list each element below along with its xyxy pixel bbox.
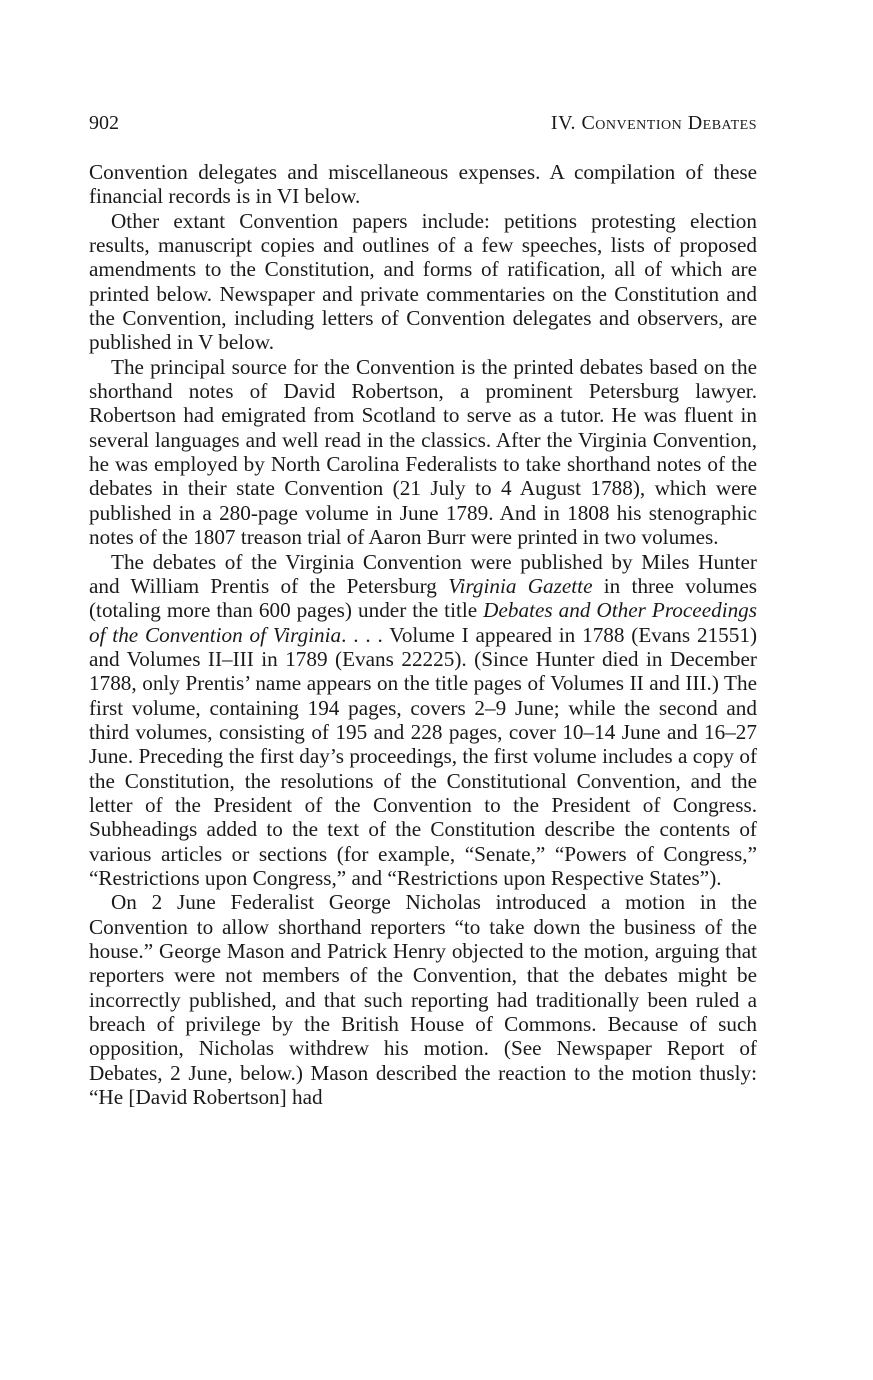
paragraph	[89, 209, 757, 355]
paragraph	[89, 160, 757, 209]
text-run: Convention delegates and miscellaneous expenses. A compilation of these financial records is in VI below.	[89, 160, 757, 209]
text-run: The principal source for the Convention is the printed debates based on the shorthand notes of David Robertson, a prominent Petersburg lawyer. Robertson had emigrated from Scotland to serve as a tutor. He was fluent in several languages and well read in the classics. After the Virginia Convention, he was employed by North Carolina Federalists to take shorthand notes of the debates in their state Convention (21 July to 4 August 1788), which were published in a 280-page volume in June 1789. And in 1808 his stenographic notes of the 1807 treason trial of Aaron Burr were printed in two volumes.	[89, 354, 757, 550]
document-page	[89, 112, 757, 1109]
text-run: On 2 June Federalist George Nicholas introduced a motion in the Convention to allow shorthand reporters “to take down the business of the house.” George Mason and Patrick Henry objected to the motion, arguing that reporters were not members of the Convention, that the debates might be incorrectly published, and that such reporting had traditionally been ruled a breach of privilege by the British House of Commons. Because of such opposition, Nicholas withdrew his motion. (See Newspaper Report of Debates, 2 June, below.) Mason described the reaction to the motion thusly: “He [David Robertson] had	[89, 890, 757, 1110]
paragraph	[89, 355, 757, 550]
italic-title: Debates and Other Proceedings of the Convention of Virginia	[89, 598, 758, 647]
paragraph	[89, 890, 757, 1109]
running-head	[89, 112, 757, 146]
text-run: The debates of the Virginia Convention were published by Miles Hunter and William Prentis of the Petersburg	[89, 549, 757, 598]
text-run: . . . . Volume I appeared in 1788 (Evans 21551) and Volumes II–III in 1789 (Evans 22225). (Since Hunter died in December 1788, only Prentis’ name appears on the title pages of Volumes II and III.) The first volume, containing 194 pages, covers 2–9 June; while the second and third volumes, consisting of 195 and 228 pages, cover 10–14 June and 16–27 June. Preceding the first day’s proceedings, the first volume includes a copy of the Constitution, the resolutions of the Constitutional Convention, and the letter of the President of the Convention to the President of Congress. Subheadings added to the text of the Constitution describe the contents of various articles or sections (for example, “Senate,” “Powers of Congress,” “Restrictions upon Congress,” and “Restrictions upon Respective States”).	[89, 622, 757, 890]
text-run: Other extant Convention papers include: petitions protesting election results, manuscript copies and outlines of a few speeches, lists of proposed amendments to the Constitution, and forms of ratification, all of which are printed below. Newspaper and private commentaries on the Constitution and the Convention, including letters of Convention delegates and observers, are published in V below.	[89, 208, 757, 355]
section-title: IV. Convention Debates	[550, 112, 757, 134]
text-run: in three volumes (totaling more than 600 pages) under the title	[89, 573, 757, 623]
page-number: 902	[89, 112, 119, 134]
italic-title: Virginia Gazette	[448, 573, 593, 598]
body-text	[89, 160, 757, 1109]
paragraph	[89, 550, 757, 891]
